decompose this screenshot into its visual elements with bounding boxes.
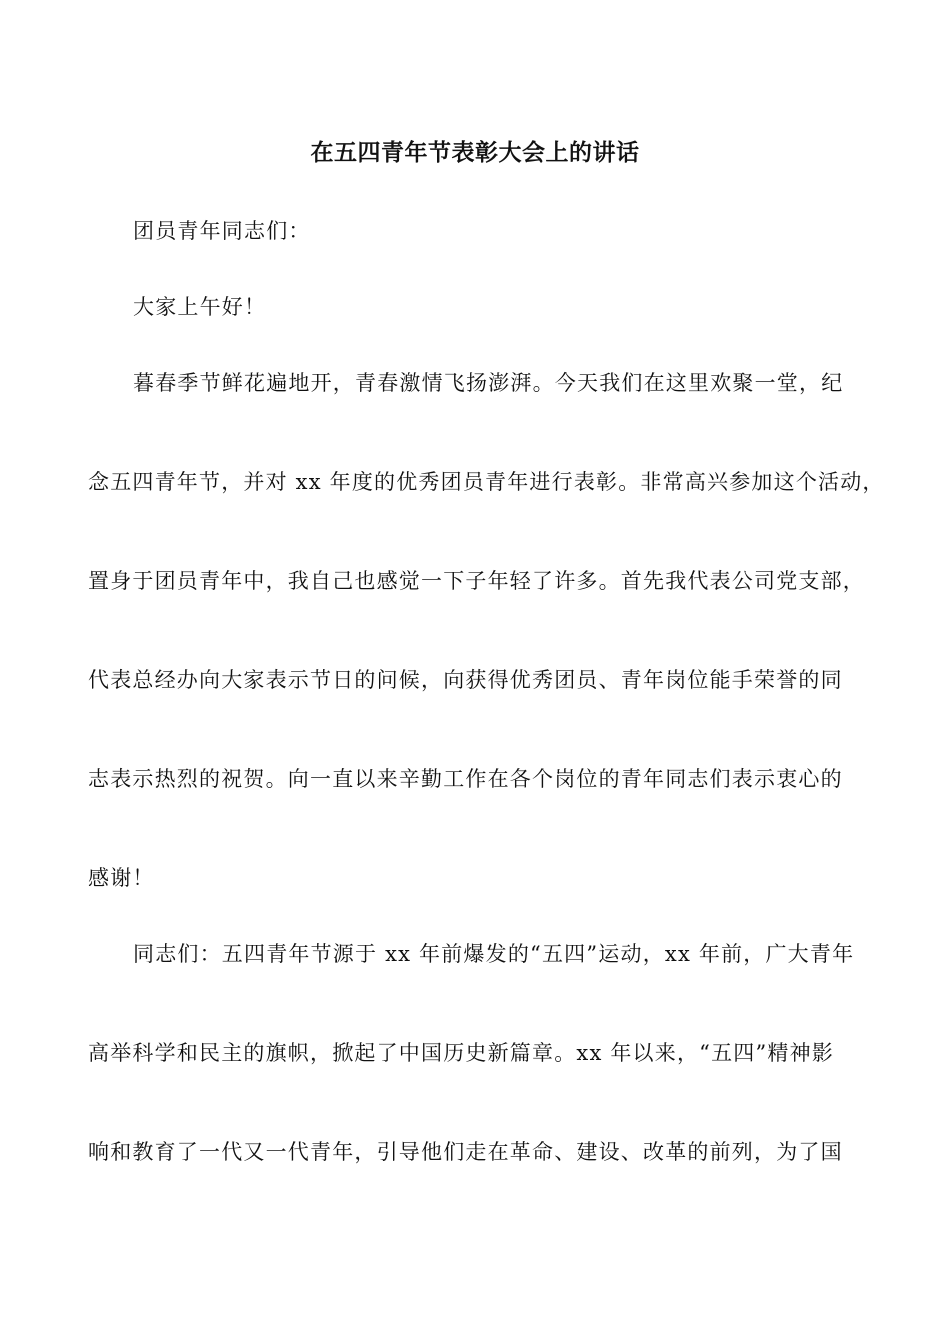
paragraph-1-line-3: 置身于团员青年中，我自己也感觉一下子年轻了许多。首先我代表公司党支部， [88, 569, 865, 593]
greeting: 大家上午好！ [133, 295, 267, 319]
paragraph-2-line-1: 同志们：五四青年节源于 xx 年前爆发的“五四”运动，xx 年前，广大青年 [133, 942, 855, 966]
paragraph-1-line-2: 念五四青年节，并对 xx 年度的优秀团员青年进行表彰。非常高兴参加这个活动， [88, 470, 885, 494]
paragraph-2-line-2: 高举科学和民主的旗帜，掀起了中国历史新篇章。xx 年以来，“五四”精神影 [88, 1041, 835, 1065]
paragraph-1-line-4: 代表总经办向大家表示节日的问候，向获得优秀团员、青年岗位能手荣誉的同 [88, 668, 843, 692]
paragraph-1-line-1: 暮春季节鲜花遍地开，青春激情飞扬澎湃。今天我们在这里欢聚一堂，纪 [133, 371, 844, 395]
paragraph-2-line-3: 响和教育了一代又一代青年，引导他们走在革命、建设、改革的前列，为了国 [88, 1140, 843, 1164]
paragraph-1-line-6: 感谢！ [88, 866, 155, 890]
paragraph-1-line-5: 志表示热烈的祝贺。向一直以来辛勤工作在各个岗位的青年同志们表示衷心的 [88, 767, 843, 791]
document-title: 在五四青年节表彰大会上的讲话 [310, 139, 640, 166]
salutation: 团员青年同志们： [133, 219, 311, 243]
